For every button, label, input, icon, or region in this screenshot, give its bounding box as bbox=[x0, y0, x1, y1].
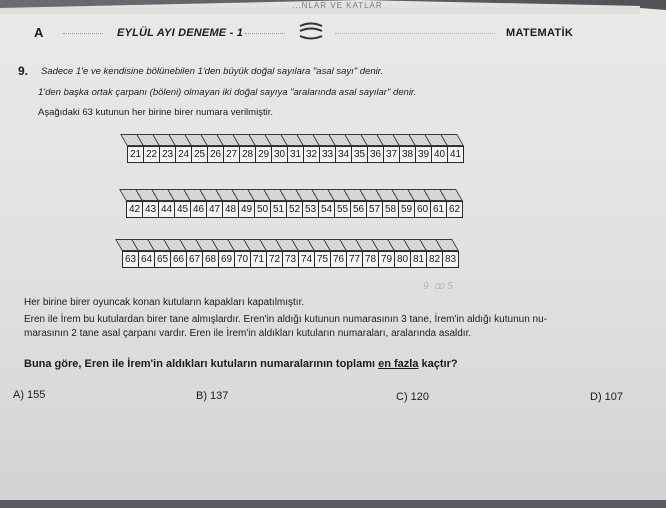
numbered-box: 33 bbox=[319, 146, 336, 163]
numbered-box: 60 bbox=[414, 201, 431, 218]
numbered-box: 49 bbox=[238, 201, 255, 218]
numbered-box: 79 bbox=[378, 251, 395, 268]
numbered-box: 80 bbox=[394, 251, 411, 268]
divider-dots bbox=[335, 33, 495, 34]
box-row-2 bbox=[126, 201, 462, 218]
numbered-box: 38 bbox=[399, 146, 416, 163]
numbered-box: 37 bbox=[383, 146, 400, 163]
numbered-box: 41 bbox=[447, 146, 464, 163]
numbered-box: 30 bbox=[271, 146, 288, 163]
numbered-box: 42 bbox=[126, 201, 143, 218]
numbered-box: 52 bbox=[286, 201, 303, 218]
numbered-box: 50 bbox=[254, 201, 271, 218]
numbered-box: 72 bbox=[266, 251, 283, 268]
pencil-scribble: 9 ꝏ 5 bbox=[423, 281, 453, 292]
numbered-box: 65 bbox=[154, 251, 171, 268]
numbered-box: 27 bbox=[223, 146, 240, 163]
numbered-box: 54 bbox=[318, 201, 335, 218]
numbered-box: 81 bbox=[410, 251, 427, 268]
numbered-box: 26 bbox=[207, 146, 224, 163]
numbered-box: 67 bbox=[186, 251, 203, 268]
numbered-box: 76 bbox=[330, 251, 347, 268]
numbered-box: 53 bbox=[302, 201, 319, 218]
booklet-letter: A bbox=[34, 25, 44, 40]
numbered-box: 61 bbox=[430, 201, 447, 218]
numbered-box: 57 bbox=[366, 201, 383, 218]
prompt-emphasis: en fazla bbox=[378, 358, 419, 370]
divider-dots bbox=[63, 33, 103, 34]
definition-prime: Sadece 1'e ve kendisine bölünebilen 1'den büyük doğal sayılara "asal sayı" denir. bbox=[41, 66, 384, 77]
numbered-box: 59 bbox=[398, 201, 415, 218]
numbered-box: 34 bbox=[335, 146, 352, 163]
numbered-box: 64 bbox=[138, 251, 155, 268]
numbered-box: 45 bbox=[174, 201, 191, 218]
numbered-box: 46 bbox=[190, 201, 207, 218]
numbered-box: 36 bbox=[367, 146, 384, 163]
numbered-box: 78 bbox=[362, 251, 379, 268]
numbered-box: 24 bbox=[175, 146, 192, 163]
condition-text-2: marasının 2 tane asal çarpanı vardır. Eren ile İrem'in aldıkları kutuların numaraları, aralarında asaldır. bbox=[24, 328, 472, 339]
numbered-box: 55 bbox=[334, 201, 351, 218]
numbered-box: 22 bbox=[143, 146, 160, 163]
lids-closed-text: Her birine birer oyuncak konan kutuların kapakları kapatılmıştır. bbox=[24, 297, 305, 308]
question-number: 9. bbox=[18, 64, 29, 78]
option-a[interactable]: A) 155 bbox=[13, 389, 46, 401]
numbered-box: 44 bbox=[158, 201, 175, 218]
subject-label: MATEMATİK bbox=[506, 27, 574, 39]
numbered-box: 75 bbox=[314, 251, 331, 268]
numbered-box: 43 bbox=[142, 201, 159, 218]
option-b[interactable]: B) 137 bbox=[196, 390, 229, 402]
boxes-intro: Aşağıdaki 63 kutunun her birine birer numara verilmiştir. bbox=[38, 107, 273, 118]
option-c[interactable]: C) 120 bbox=[396, 391, 430, 403]
divider-dots bbox=[245, 33, 285, 34]
box-row-1 bbox=[127, 146, 463, 163]
numbered-box: 56 bbox=[350, 201, 367, 218]
faint-top-text: ...NLAR VE KATLAR bbox=[292, 1, 383, 10]
numbered-box: 47 bbox=[206, 201, 223, 218]
numbered-box: 66 bbox=[170, 251, 187, 268]
numbered-box: 63 bbox=[122, 251, 139, 268]
numbered-box: 23 bbox=[159, 146, 176, 163]
option-d[interactable]: D) 107 bbox=[590, 391, 624, 403]
prompt-end: kaçtır? bbox=[418, 358, 458, 370]
numbered-box: 82 bbox=[426, 251, 443, 268]
numbered-box: 74 bbox=[298, 251, 315, 268]
numbered-box: 73 bbox=[282, 251, 299, 268]
numbered-box: 68 bbox=[202, 251, 219, 268]
numbered-box: 21 bbox=[127, 146, 144, 163]
box-row-3 bbox=[122, 251, 458, 268]
question-prompt bbox=[24, 358, 458, 370]
numbered-box: 31 bbox=[287, 146, 304, 163]
numbered-box: 35 bbox=[351, 146, 368, 163]
numbered-box: 40 bbox=[431, 146, 448, 163]
numbered-box: 48 bbox=[222, 201, 239, 218]
numbered-box: 69 bbox=[218, 251, 235, 268]
definition-coprime: 1'den başka ortak çarpanı (böleni) olmayan iki doğal sayıya "aralarında asal sayılar" denir. bbox=[38, 87, 417, 98]
publisher-logo-icon bbox=[296, 22, 326, 45]
numbered-box: 39 bbox=[415, 146, 432, 163]
prompt-main: Buna göre, Eren ile İrem'in aldıkları kutuların numaralarının toplamı bbox=[24, 358, 379, 370]
exam-title: EYLÜL AYI DENEME - 1 bbox=[117, 27, 244, 39]
numbered-box: 25 bbox=[191, 146, 208, 163]
condition-text-1: Eren ile İrem bu kutulardan birer tane almışlardır. Eren'in aldığı kutunun numarasının 3 tane, İrem'in aldığı kutunun nu- bbox=[24, 314, 547, 325]
numbered-box: 71 bbox=[250, 251, 267, 268]
numbered-box: 58 bbox=[382, 201, 399, 218]
numbered-box: 62 bbox=[446, 201, 463, 218]
numbered-box: 29 bbox=[255, 146, 272, 163]
numbered-box: 70 bbox=[234, 251, 251, 268]
numbered-box: 77 bbox=[346, 251, 363, 268]
numbered-box: 32 bbox=[303, 146, 320, 163]
numbered-box: 83 bbox=[442, 251, 459, 268]
numbered-box: 51 bbox=[270, 201, 287, 218]
numbered-box: 28 bbox=[239, 146, 256, 163]
